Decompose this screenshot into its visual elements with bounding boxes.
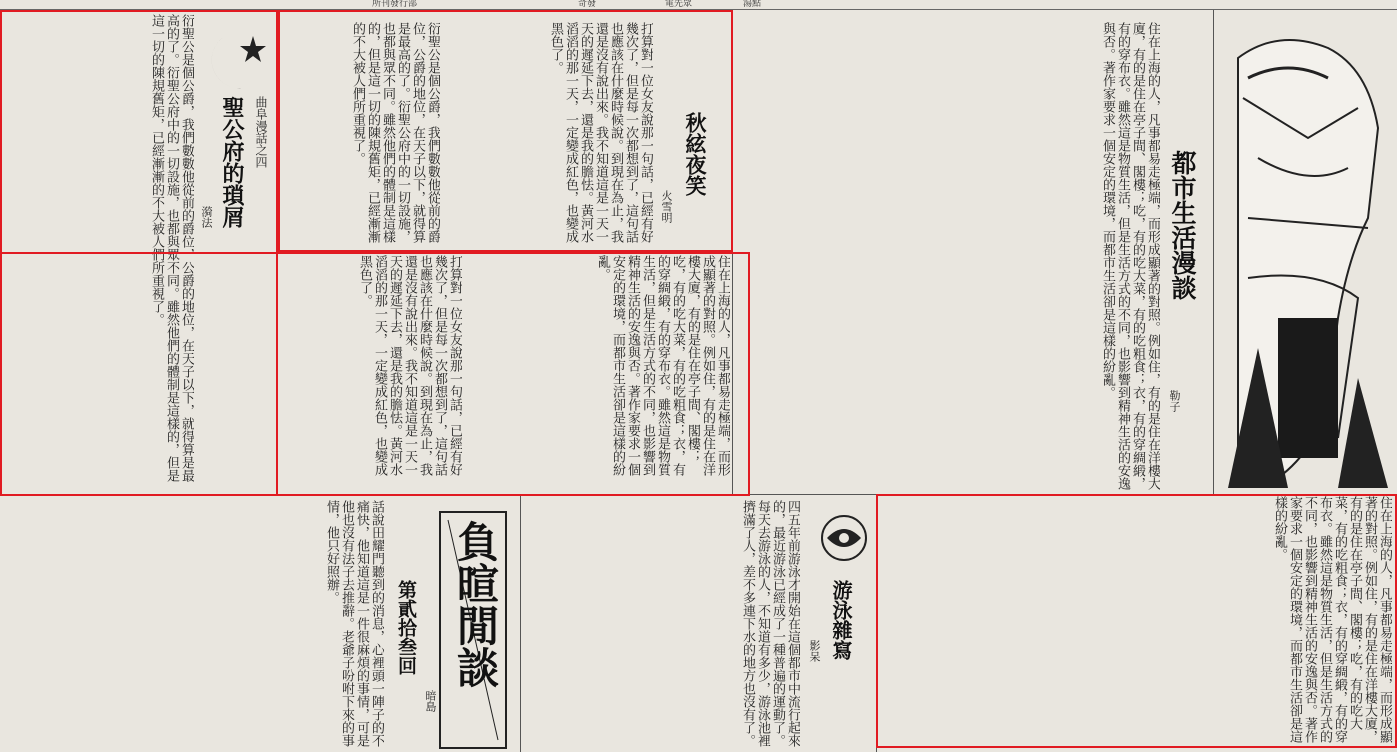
article-author: 火雪明 [660,190,673,223]
column-divider [732,10,733,494]
article-subtitle: 曲阜漫話之四 [254,96,268,168]
moon-star-ornament-icon [205,26,275,96]
article-body-continued: 住在上海的人，凡事都易走極端，而形成顯著的對照。例如住，有的是住在洋樓大廈，有的是住在亭子間、閣樓；吃，有的吃大菜，有的吃粗食；衣，有的穿綢緞，有的穿布衣。雖然這是物質生活，但是生活方式的不同，也影響到精神生活的安逸與否。著作家要求一個安定的環境，而都市生活卻是這樣的紛亂。 [595,255,730,476]
column-divider [520,496,521,752]
swimmer-ornament-icon [815,510,873,566]
article-body: 衍聖公是個公爵，我們數數他從前的爵位，公爵的地位，在天子以下，就得算是最高的了。衍聖公府中的一切設施，也都與眾不同。雖然他們的體制是這樣的，但是這一切的陳規舊矩，已經漸漸的不大被人們所重視了。 [149,14,194,482]
section-divider [0,494,1397,495]
article-series: 第貳拾叁回 [395,580,417,675]
masthead-strip [0,0,1397,10]
section-divider [440,252,732,253]
article-body: 住在上海的人，凡事都易走極端，而形成顯著的對照。例如住，有的是住在洋樓大廈，有的是住在亭子間、閣樓；吃，有的吃大菜，有的吃粗食；衣，有的穿綢緞，有的穿布衣。雖然這是物質生活，但是生活方式的不同，也影響到精神生活的安逸與否。著作家要求一個安定的環境，而都市生活卻是這樣的紛亂。 [1100,22,1160,490]
article-body-continued: 打算對一位女友說那一句話，已經有好幾次了，但是每一次都想到了，這句話也應該在什麼時候說。到現在為止，我還是沒有說出來。我不知道這是一天一天的遲延下去，還是我的膽怯。黃河水滔滔的那一天，一定變成紅色，也變成黑色了。 [357,255,462,476]
article-author: 勒子 [1168,390,1181,412]
article-body: 四五年前游泳才開始在這個都市中流行起來的，最近游泳已經成了一種普遍的運動了。每天去游泳的人，不知道有多少，游泳池裡擠滿了人，差不多連下水的地方也沒有了。 [740,500,800,747]
article-title: 秋絃夜笑 [683,112,708,196]
article-body: 打算對一位女友說那一句話，已經有好幾次了，但是每一次都想到了，這句話也應該在什麼時候說。到現在為止，我還是沒有說出來。我不知道這是一天一天的遲延下去，還是我的膽怯。黃河水滔滔的那一天，一定變成紅色，也變成黑色了。 [548,22,653,243]
article-title: 都市生活漫談 [1168,150,1197,300]
article-author: 暗島 [424,690,437,712]
article-author: 影呆 [808,640,821,662]
article-title: 負暄閒談 [451,520,500,688]
article-body-continued: 衍聖公是個公爵，我們數數他從前的爵位，公爵的地位，在天子以下，就得算是最高的了。衍聖公府中的一切設施，也都與眾不同。雖然他們的體制是這樣的，但是這一切的陳規舊矩，已經漸漸的不大被人們所重視了。 [350,22,440,243]
masthead-fragment: 電先眾 [665,0,693,9]
article-body-continued: 住在上海的人，凡事都易走極端，而形成顯著的對照。例如住，有的是住在洋樓大廈，有的是住在亭子間、閣樓；吃，有的吃大菜，有的吃粗食；衣，有的穿綢緞，有的穿布衣。雖然這是物質生活，但是生活方式的不同，也影響到精神生活的安逸與否。著作家要求一個安定的環境，而都市生活卻是這樣的紛亂。 [1272,496,1392,743]
article-body: 話說田耀門聽到的消息，心裡頭一陣子的不痛快，他知道這是一件很麻煩的事情，可是他也沒有法子去推辭。老爺子吩咐下來的事情，他只好照辦。 [324,500,384,747]
masthead-fragment: 湯點 [743,0,762,9]
masthead-publisher: 所刊發行部 [372,0,418,9]
masthead-fragment: 奇發 [578,0,597,9]
article-author: 漪法 [200,206,213,228]
fashion-illustration [1218,18,1397,488]
article-title: 游泳雜寫 [829,580,853,660]
column-divider [876,496,877,752]
article-title: 聖公府的瑣屑 [219,96,245,228]
column-divider [1213,10,1214,494]
